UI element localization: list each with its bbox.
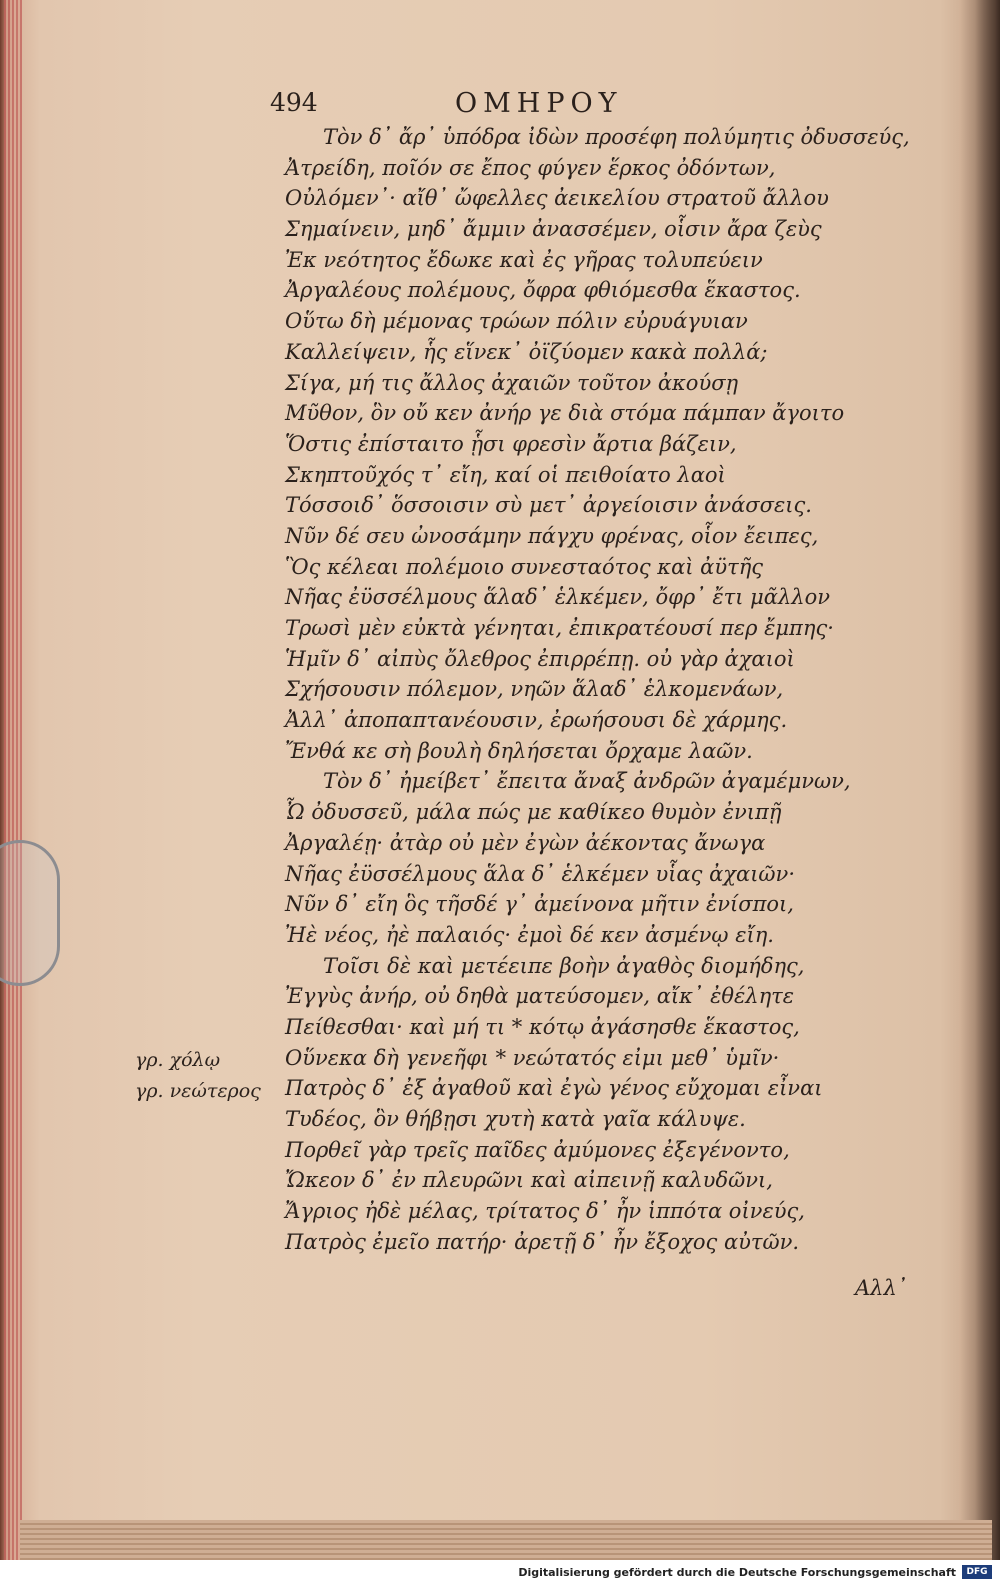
footer-credit: Digitalisierung gefördert durch die Deutsche Forschungsgemeinschaft bbox=[518, 1566, 956, 1579]
verse-line: Ἀτρείδη, ποῖόν σε ἔπος φύγεν ἕρκος ὀδόντων, bbox=[285, 155, 776, 180]
gutter-shadow bbox=[960, 0, 1000, 1560]
dfg-logo: DFG bbox=[962, 1565, 992, 1579]
page-edge-left bbox=[4, 0, 22, 1560]
verse-line: Νῦν δ᾽ εἴη ὃς τῆσδέ γ᾽ ἀμείνονα μῆτιν ἐνίσποι, bbox=[285, 892, 794, 917]
footer-bar bbox=[0, 1560, 1000, 1585]
verse-line: Ἀργαλέῃ· ἀτὰρ οὐ μὲν ἐγὼν ἀέκοντας ἄνωγα bbox=[285, 830, 766, 855]
verse-line: Τὸν δ᾽ ἄρ᾽ ὑπόδρα ἰδὼν προσέφη πολύμητις ὀδυσσεύς, bbox=[323, 125, 910, 149]
catchword: Αλλ᾽ bbox=[855, 1276, 908, 1300]
verse-line: Μῦθον, ὃν οὔ κεν ἀνήρ γε διὰ στόμα πάμπαν ἄγοιτο bbox=[285, 401, 845, 426]
verse-line: Πορθεῖ γὰρ τρεῖς παῖδες ἀμύμονες ἐξεγένοντο, bbox=[285, 1137, 790, 1162]
margin-note: γρ. χόλῳ bbox=[135, 1049, 221, 1071]
verse-line: Οὕνεκα δὴ γενεῆφι * νεώτατός εἰμι μεθ᾽ ὑμῖν· bbox=[285, 1045, 780, 1070]
verse-line: Ἔνθά κε σὴ βουλὴ δηλήσεται ὄρχαμε λαῶν. bbox=[285, 738, 753, 763]
verse-line: Πατρὸς δ᾽ ἐξ ἀγαθοῦ καὶ ἐγὼ γένος εὔχομαι εἶναι bbox=[285, 1076, 823, 1101]
verse-line: Σκηπτοῦχός τ᾽ εἴη, καί οἱ πειθοίατο λαοὶ bbox=[285, 462, 726, 487]
verse-line: Ὅστις ἐπίσταιτο ᾗσι φρεσὶν ἄρτια βάζειν, bbox=[285, 431, 737, 456]
verse-line: Τυδέος, ὃν θήβῃσι χυτὴ κατὰ γαῖα κάλυψε. bbox=[285, 1107, 746, 1131]
verse-line: Ἡμῖν δ᾽ αἰπὺς ὄλεθρος ἐπιρρέπῃ. οὐ γὰρ ἀχαιοὶ bbox=[285, 646, 795, 671]
margin-note: γρ. νεώτερος bbox=[135, 1080, 261, 1102]
running-head: ΟΜΗΡΟΥ bbox=[455, 88, 623, 119]
verse-line: Οὕτω δὴ μέμονας τρώων πόλιν εὐρυάγυιαν bbox=[285, 309, 748, 334]
page-stack-bottom bbox=[20, 1520, 992, 1560]
verse-line: Ἐκ νεότητος ἔδωκε καὶ ἐς γῆρας τολυπεύειν bbox=[285, 247, 763, 272]
verse-line: Νῦν δέ σευ ὠνοσάμην πάγχυ φρένας, οἷον ἔειπες, bbox=[285, 523, 819, 548]
verse-line: Ἐγγὺς ἀνήρ, οὐ δηθὰ ματεύσομεν, αἴκ᾽ ἐθέλητε bbox=[285, 984, 795, 1009]
verse-line: Ὤκεον δ᾽ ἐν πλευρῶνι καὶ αἰπεινῇ καλυδῶνι, bbox=[285, 1168, 773, 1193]
verse-block bbox=[285, 122, 925, 1257]
verse-line: Ἠὲ νέος, ἠὲ παλαιός· ἐμοὶ δέ κεν ἀσμένῳ εἴη. bbox=[285, 922, 774, 947]
page-number: 494 bbox=[270, 88, 318, 117]
verse-line: Πατρὸς ἐμεῖο πατήρ· ἀρετῇ δ᾽ ἦν ἔξοχος αὐτῶν. bbox=[285, 1229, 800, 1254]
margin-notes bbox=[135, 1045, 261, 1107]
verse-line: Ὃς κέλεαι πολέμοιο συνεσταότος καὶ ἀϋτῆς bbox=[285, 554, 764, 579]
verse-line: Νῆας ἐϋσσέλμους ἅλα δ᾽ ἑλκέμεν υἷας ἀχαιῶν· bbox=[285, 861, 795, 886]
verse-line: Τοῖσι δὲ καὶ μετέειπε βοὴν ἀγαθὸς διομήδης, bbox=[323, 953, 805, 978]
verse-line: Πείθεσθαι· καὶ μή τι * κότῳ ἀγάσησθε ἕκαστος, bbox=[285, 1014, 800, 1039]
verse-line: Οὐλόμεν᾽· αἴθ᾽ ὤφελλες ἀεικελίου στρατοῦ ἄλλου bbox=[285, 186, 829, 211]
verse-line: Ἄγριος ἠδὲ μέλας, τρίτατος δ᾽ ἦν ἱππότα οἰνεύς, bbox=[285, 1199, 805, 1224]
verse-line: Καλλείψειν, ἧς εἵνεκ᾽ ὀϊζύομεν κακὰ πολλά; bbox=[285, 339, 768, 364]
verse-line: Σημαίνειν, μηδ᾽ ἄμμιν ἀνασσέμεν, οἷσιν ἄρα ζεὺς bbox=[285, 217, 822, 242]
verse-line: Νῆας ἐϋσσέλμους ἅλαδ᾽ ἑλκέμεν, ὄφρ᾽ ἔτι μᾶλλον bbox=[285, 585, 831, 610]
verse-line: Σχήσουσιν πόλεμον, νηῶν ἅλαδ᾽ ἑλκομενάων, bbox=[285, 677, 784, 702]
verse-line: Ἀλλ᾽ ἀποπαπτανέουσιν, ἐρωήσουσι δὲ χάρμης. bbox=[285, 708, 788, 733]
verse-line: Ὦ ὀδυσσεῦ, μάλα πώς με καθίκεο θυμὸν ἐνιπῇ bbox=[285, 800, 782, 825]
verse-line: Σίγα, μή τις ἄλλος ἀχαιῶν τοῦτον ἀκούσῃ bbox=[285, 370, 739, 395]
verse-line: Τόσσοιδ᾽ ὅσσοισιν σὺ μετ᾽ ἀργείοισιν ἀνάσσεις. bbox=[285, 493, 812, 518]
clasp-image bbox=[0, 840, 60, 986]
verse-line: Τρωσὶ μὲν εὐκτὰ γένηται, ἐπικρατέουσί περ ἔμπης· bbox=[285, 616, 834, 640]
verse-line: Ἀργαλέους πολέμους, ὄφρα φθιόμεσθα ἕκαστος. bbox=[285, 278, 801, 303]
verse-line: Τὸν δ᾽ ἠμείβετ᾽ ἔπειτα ἄναξ ἀνδρῶν ἀγαμέμνων, bbox=[323, 769, 851, 794]
